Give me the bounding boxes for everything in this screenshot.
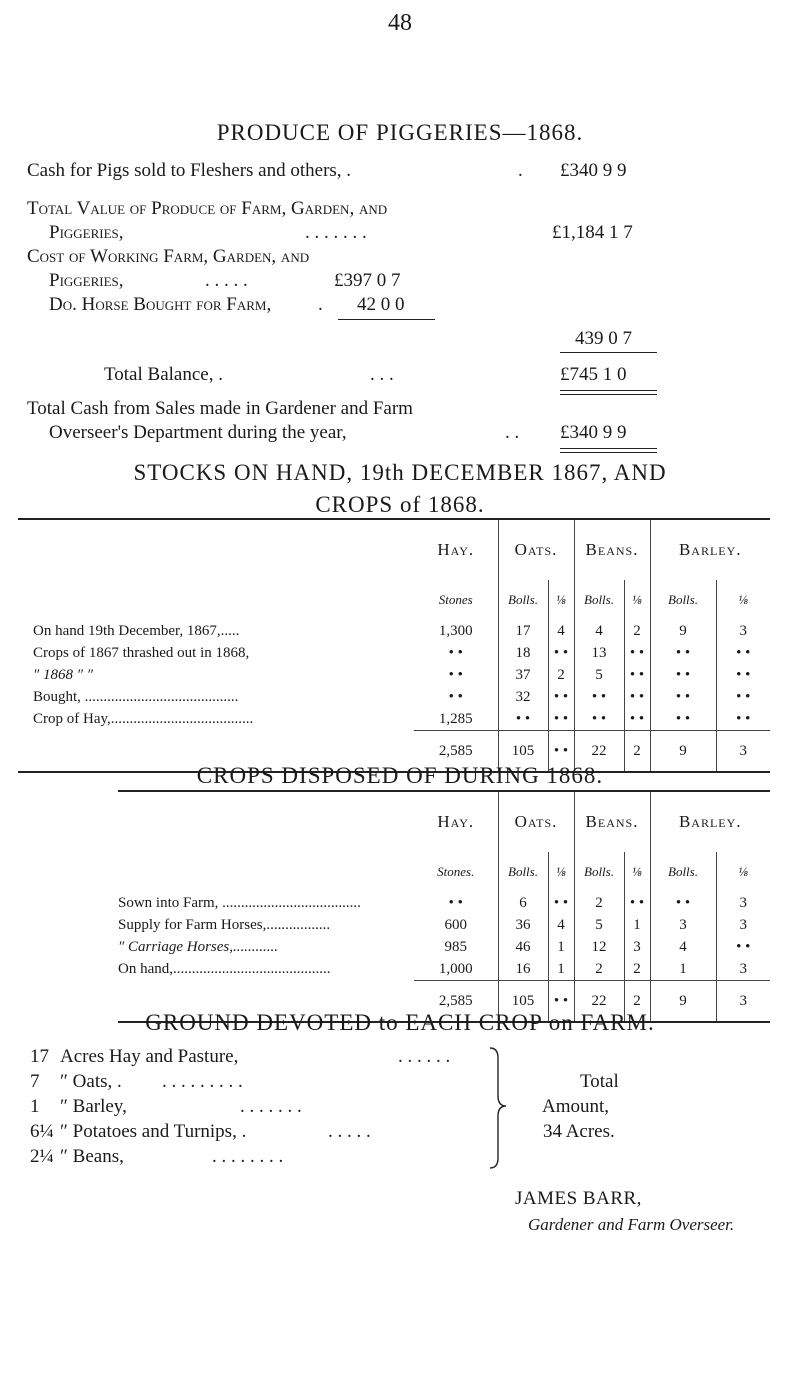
ground-qty: 1 — [30, 1096, 40, 1117]
cell: 1,000 — [438, 960, 473, 977]
stocks-header-oats: Oats. — [498, 519, 574, 580]
balance-double-rule-1 — [560, 390, 657, 391]
ground-text: ″ Barley, — [60, 1096, 127, 1117]
disposed-title: CROPS DISPOSED OF DURING 1868. — [196, 763, 604, 788]
cell: • • — [716, 664, 770, 686]
cell: 2 — [548, 664, 574, 686]
ground-title: GROUND DEVOTED to EACH CROP on FARM. — [145, 1010, 655, 1035]
row-label: Crops of 1867 thrashed out in 1868, — [33, 644, 250, 661]
total-value-dots: . . . . . . . — [305, 222, 367, 243]
subtotal-rule — [338, 319, 435, 320]
cell: • • — [548, 642, 574, 664]
stocks-sub-stones: Stones — [438, 592, 473, 607]
cell: 1 — [548, 958, 574, 981]
total-cell: 9 — [650, 981, 716, 1023]
cell: • • — [448, 688, 463, 705]
disposed-header-beans: Beans. — [574, 791, 650, 852]
total-cash-label-2: Overseer's Department during the year, — [49, 422, 347, 443]
total-balance-dots: . . . — [370, 364, 394, 385]
total-cell: 9 — [650, 731, 716, 773]
ground-dots: . . . . . . — [398, 1046, 451, 1067]
ground-total-3: 34 Acres. — [543, 1121, 615, 1142]
stocks-sub-beans-bolls: Bolls. — [574, 580, 624, 620]
cell: 1 — [650, 958, 716, 981]
cost-working-label-2: Piggeries, — [49, 270, 124, 291]
cell: • • — [448, 894, 463, 911]
cell: • • — [716, 708, 770, 731]
cell: • • — [716, 686, 770, 708]
total-cell: 22 — [574, 981, 624, 1023]
ground-total-2: Amount, — [542, 1096, 610, 1117]
cash-for-pigs-dots: . — [518, 160, 523, 181]
cell: 2 — [624, 958, 650, 981]
total-cell: • • — [548, 731, 574, 773]
row-label: On hand,.......................................... — [118, 960, 331, 977]
stocks-table — [18, 518, 770, 773]
cell: 3 — [650, 914, 716, 936]
cell: • • — [624, 686, 650, 708]
stocks-sub-oats-bolls: Bolls. — [498, 580, 548, 620]
disposed-header-barley: Barley. — [650, 791, 770, 852]
list-item — [30, 1071, 122, 1093]
cell: 37 — [498, 664, 548, 686]
ground-qty: 17 — [30, 1046, 49, 1067]
cell: 9 — [650, 620, 716, 642]
cost-working-label-1: Cost of Working Farm, Garden, and — [27, 246, 310, 267]
ground-text: ″ Beans, — [60, 1146, 124, 1167]
cell: 17 — [498, 620, 548, 642]
ground-qty: 6¼ — [30, 1121, 54, 1142]
cell: • • — [650, 642, 716, 664]
cell: 46 — [498, 936, 548, 958]
total-cash-label-1: Total Cash from Sales made in Gardener and Farm — [27, 398, 413, 419]
disposed-sub-barley-bolls: Bolls. — [650, 852, 716, 892]
list-item — [30, 1146, 124, 1168]
cell: • • — [548, 892, 574, 914]
cost-working-amount: £397 0 7 — [334, 270, 401, 291]
row-label: On hand 19th December, 1867,..... — [33, 622, 240, 639]
balance-rule — [560, 352, 657, 353]
total-cell: 2 — [624, 731, 650, 773]
cell: 5 — [574, 914, 624, 936]
produce-title: PRODUCE OF PIGGERIES—1868. — [216, 120, 584, 145]
cell: 18 — [498, 642, 548, 664]
stocks-header-hay: Hay. — [437, 540, 475, 559]
cell: • • — [624, 642, 650, 664]
table-row — [18, 708, 770, 731]
row-label: Crop of Hay,...................................... — [33, 710, 254, 727]
cell: 6 — [498, 892, 548, 914]
cell: 2 — [574, 958, 624, 981]
table-row — [18, 664, 770, 686]
cell: 985 — [444, 938, 467, 955]
cell: • • — [624, 664, 650, 686]
disposed-table — [118, 790, 770, 1023]
total-cash-amount: £340 9 9 — [560, 422, 627, 443]
row-label: ″ Carriage Horses,............ — [118, 938, 279, 955]
list-item — [30, 1121, 246, 1143]
cell: • • — [650, 708, 716, 731]
total-cash-dots: . . — [505, 422, 520, 443]
cash-for-pigs-amount: £340 9 9 — [560, 160, 627, 181]
cell: 2 — [574, 892, 624, 914]
row-label: Supply for Farm Horses,................. — [118, 916, 331, 933]
ground-dots: . . . . . . . . . — [162, 1071, 243, 1092]
total-cell: 2,585 — [414, 731, 498, 773]
cell: 3 — [716, 892, 770, 914]
ground-qty: 2¼ — [30, 1146, 54, 1167]
table-row — [118, 936, 770, 958]
row-label: ″ 1868 ″ ″ — [33, 666, 93, 683]
table-row — [18, 620, 770, 642]
cell: • • — [574, 686, 624, 708]
total-cell: 3 — [716, 731, 770, 773]
total-cell: 3 — [716, 981, 770, 1023]
cell: • • — [548, 708, 574, 731]
row-label: Sown into Farm, ..................................... — [118, 894, 361, 911]
cell: 32 — [498, 686, 548, 708]
cell: 4 — [574, 620, 624, 642]
cell: 3 — [716, 914, 770, 936]
cell: 4 — [548, 914, 574, 936]
cell: 1 — [548, 936, 574, 958]
cell: • • — [650, 686, 716, 708]
cell: 3 — [716, 620, 770, 642]
cell: • • — [448, 644, 463, 661]
horse-dots: . — [318, 294, 323, 315]
total-value-label-2: Piggeries, — [49, 222, 124, 243]
cell: 5 — [574, 664, 624, 686]
cell: 1,285 — [438, 710, 473, 727]
horse-amount: 42 0 0 — [357, 294, 405, 315]
disposed-sub-oats-bolls: Bolls. — [498, 852, 548, 892]
cell: • • — [650, 664, 716, 686]
list-item — [30, 1096, 127, 1118]
cell: 1 — [624, 914, 650, 936]
cell: 13 — [574, 642, 624, 664]
total-cell: 22 — [574, 731, 624, 773]
ground-dots: . . . . . . . — [240, 1096, 302, 1117]
cost-working-dots: . . . . . — [205, 270, 248, 291]
cell: 16 — [498, 958, 548, 981]
ground-text: Acres Hay and Pasture, — [60, 1046, 239, 1067]
ground-total-1: Total — [580, 1071, 619, 1092]
cash-double-rule-2 — [560, 452, 657, 453]
total-cell: 105 — [498, 981, 548, 1023]
stocks-sub-beans-eighth: ⅛ — [624, 580, 650, 620]
total-cell: • • — [548, 981, 574, 1023]
balance-double-rule-2 — [560, 394, 657, 395]
table-row — [118, 958, 770, 981]
disposed-sub-beans-bolls: Bolls. — [574, 852, 624, 892]
cell: 2 — [624, 620, 650, 642]
subtotal-amount: 439 0 7 — [575, 328, 632, 349]
cell: 3 — [716, 958, 770, 981]
ground-dots: . . . . . — [328, 1121, 371, 1142]
cell: • • — [624, 708, 650, 731]
horse-label: Do. Horse Bought for Farm, — [49, 294, 272, 315]
stocks-sub-oats-eighth: ⅛ — [548, 580, 574, 620]
ground-text: ″ Oats, . — [60, 1071, 122, 1092]
stocks-title-2: CROPS of 1868. — [315, 492, 485, 517]
total-value-amount: £1,184 1 7 — [552, 222, 633, 243]
cash-for-pigs-label: Cash for Pigs sold to Fleshers and others, . — [27, 160, 352, 181]
disposed-sub-stones: Stones. — [437, 864, 475, 879]
total-cell: 2 — [624, 981, 650, 1023]
cell: 36 — [498, 914, 548, 936]
total-balance-amount: £745 1 0 — [560, 364, 627, 385]
page-number: 48 — [388, 10, 412, 36]
cell: • • — [716, 642, 770, 664]
cell: • • — [624, 892, 650, 914]
signature-name: JAMES BARR, — [515, 1188, 642, 1209]
ground-text: ″ Potatoes and Turnips, . — [60, 1121, 247, 1142]
row-label: Bought, ......................................... — [33, 688, 239, 705]
total-cell: 2,585 — [414, 981, 498, 1023]
brace-icon — [486, 1044, 510, 1174]
cash-double-rule-1 — [560, 448, 657, 449]
cell: • • — [498, 708, 548, 731]
cell: 12 — [574, 936, 624, 958]
stocks-title-1: STOCKS ON HAND, 19th DECEMBER 1867, AND — [133, 460, 667, 485]
table-row — [118, 892, 770, 914]
disposed-sub-oats-eighth: ⅛ — [548, 852, 574, 892]
cell: • • — [716, 936, 770, 958]
cell: • • — [650, 892, 716, 914]
table-row — [18, 686, 770, 708]
disposed-sub-beans-eighth: ⅛ — [624, 852, 650, 892]
total-cell: 105 — [498, 731, 548, 773]
table-row — [18, 642, 770, 664]
cell: 4 — [650, 936, 716, 958]
cell: 600 — [444, 916, 467, 933]
cell: 4 — [548, 620, 574, 642]
list-item — [30, 1046, 238, 1068]
disposed-header-hay: Hay. — [437, 812, 475, 831]
cell: • • — [448, 666, 463, 683]
cell: • • — [574, 708, 624, 731]
total-balance-label: Total Balance, . — [104, 364, 223, 385]
stocks-sub-barley-bolls: Bolls. — [650, 580, 716, 620]
stocks-sub-barley-eighth: ⅛ — [716, 580, 770, 620]
cell: • • — [548, 686, 574, 708]
ground-dots: . . . . . . . . — [212, 1146, 284, 1167]
cell: 3 — [624, 936, 650, 958]
ground-qty: 7 — [30, 1071, 40, 1092]
stocks-header-barley: Barley. — [650, 519, 770, 580]
total-value-label-1: Total Value of Produce of Farm, Garden, and — [27, 198, 388, 219]
disposed-header-oats: Oats. — [498, 791, 574, 852]
disposed-sub-barley-eighth: ⅛ — [716, 852, 770, 892]
table-row — [118, 914, 770, 936]
stocks-header-beans: Beans. — [574, 519, 650, 580]
signature-title: Gardener and Farm Overseer. — [528, 1215, 735, 1234]
cell: 1,300 — [438, 622, 473, 639]
